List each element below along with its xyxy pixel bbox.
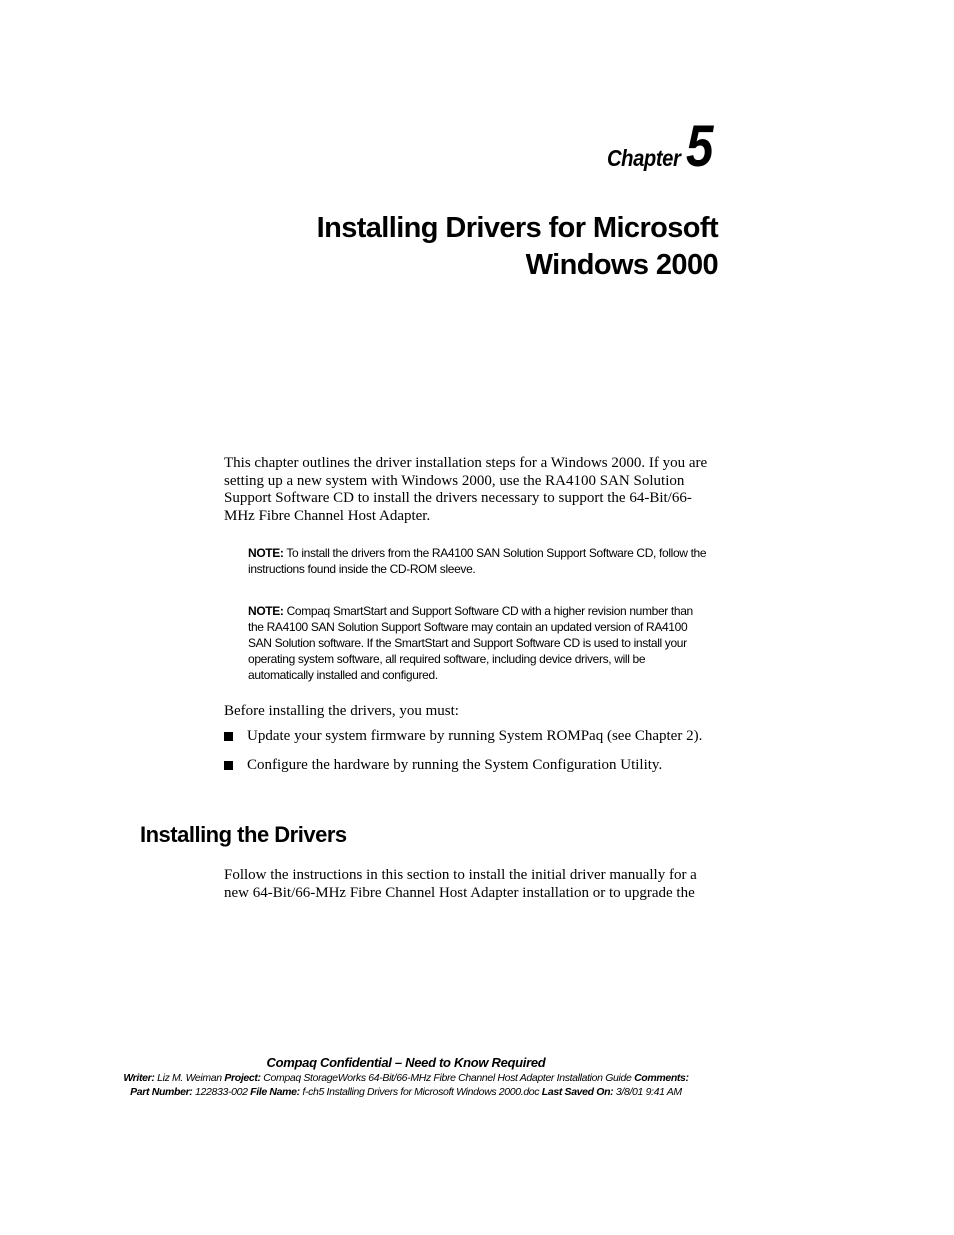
footer-meta-line-2 xyxy=(100,1085,712,1099)
project-value: Compaq StorageWorks 64-Bit/66-MHz Fibre Channel Host Adapter Installation Guide xyxy=(263,1072,632,1084)
writer-label: Writer: xyxy=(123,1072,155,1084)
before-paragraph: Before installing the drivers, you must: xyxy=(224,703,459,719)
prerequisite-list xyxy=(224,728,714,785)
footer-meta-line-1 xyxy=(100,1071,712,1085)
page-title xyxy=(198,210,718,284)
last-saved-label: Last Saved On: xyxy=(541,1086,614,1098)
last-saved-value: 3/8/01 9:41 AM xyxy=(615,1086,682,1098)
intro-paragraph: This chapter outlines the driver installation steps for a Windows 2000. If you are setting up a new system with Windows 2000, use the RA4100 SAN Solution Support Software CD to install the drivers necessary to support the 64-Bit/66-MHz Fibre Channel Host Adapter. xyxy=(224,455,708,524)
file-name-value: f-ch5 Installing Drivers for Microsoft Windows 2000.doc xyxy=(302,1086,540,1098)
writer-value: Liz M. Weiman xyxy=(157,1072,222,1084)
chapter-word: Chapter xyxy=(606,145,681,171)
list-item-text: Configure the hardware by running the System Configuration Utility. xyxy=(247,756,663,773)
list-item xyxy=(224,757,714,775)
note-label: NOTE: xyxy=(248,604,284,618)
note-1 xyxy=(248,545,710,577)
square-bullet-icon xyxy=(224,761,233,770)
note-2 xyxy=(248,603,710,683)
list-item xyxy=(224,728,714,746)
comments-label: Comments: xyxy=(634,1072,689,1084)
section-paragraph: Follow the instructions in this section to install the initial driver manually for a new 64-Bit/66-MHz Fibre Channel Host Adapter installation or to upgrade the xyxy=(224,867,697,901)
part-number-value: 122833-002 xyxy=(195,1086,248,1098)
file-name-label: File Name: xyxy=(250,1086,300,1098)
confidential-notice: Compaq Confidential – Need to Know Required xyxy=(266,1055,546,1070)
page-footer xyxy=(100,1054,712,1099)
note-label: NOTE: xyxy=(248,546,284,560)
square-bullet-icon xyxy=(224,732,233,741)
note-text: To install the drivers from the RA4100 SAN Solution Support Software CD, follow the instructions found inside the CD-ROM sleeve. xyxy=(248,546,707,576)
title-line-2: Windows 2000 xyxy=(525,249,718,281)
project-label: Project: xyxy=(224,1072,261,1084)
part-number-label: Part Number: xyxy=(130,1086,193,1098)
list-item-text: Update your system firmware by running System ROMPaq (see Chapter 2). xyxy=(247,728,703,744)
title-line-1: Installing Drivers for Microsoft xyxy=(316,212,718,244)
chapter-number: 5 xyxy=(686,114,714,179)
chapter-heading xyxy=(597,114,718,179)
note-text: Compaq SmartStart and Support Software CD with a higher revision number than the RA4100 SAN Solution Support Software may contain an updated version of RA4100 SAN Solution software. If the SmartStart and Support Software CD is used to install your operating system software, all required software, including device drivers, will be automatically installed and configured. xyxy=(248,604,693,682)
section-heading: Installing the Drivers xyxy=(140,822,347,847)
